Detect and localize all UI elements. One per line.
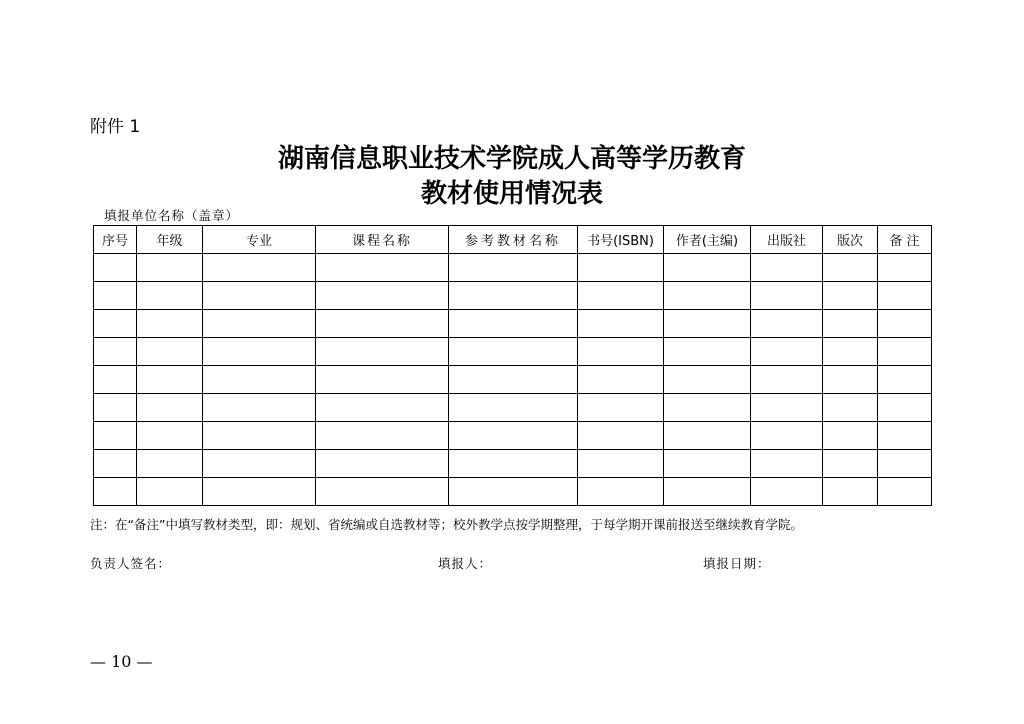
table-cell[interactable] <box>316 338 449 366</box>
table-cell[interactable] <box>449 254 578 282</box>
table-cell[interactable] <box>316 450 449 478</box>
table-cell[interactable] <box>823 422 878 450</box>
table-row <box>94 394 932 422</box>
table-cell[interactable] <box>137 310 203 338</box>
table-row <box>94 282 932 310</box>
table-body <box>94 254 932 506</box>
table-cell[interactable] <box>137 422 203 450</box>
table-cell[interactable] <box>137 394 203 422</box>
table-cell[interactable] <box>449 450 578 478</box>
table-cell[interactable] <box>578 254 664 282</box>
attachment-label: 附件 1 <box>90 117 141 137</box>
table-cell[interactable] <box>203 450 316 478</box>
table-cell[interactable] <box>578 310 664 338</box>
table-cell[interactable] <box>203 394 316 422</box>
header-textbook-name: 参考教材名称 <box>449 226 578 254</box>
header-author: 作者(主编) <box>664 226 751 254</box>
table-cell[interactable] <box>751 450 823 478</box>
table-cell[interactable] <box>823 310 878 338</box>
table-cell[interactable] <box>316 310 449 338</box>
table-cell[interactable] <box>751 478 823 506</box>
table-cell[interactable] <box>878 366 932 394</box>
header-publisher: 出版社 <box>751 226 823 254</box>
table-cell[interactable] <box>751 366 823 394</box>
table-cell[interactable] <box>664 422 751 450</box>
table-cell[interactable] <box>578 282 664 310</box>
table-cell[interactable] <box>878 310 932 338</box>
table-cell[interactable] <box>449 478 578 506</box>
document-title-line-1: 湖南信息职业技术学院成人高等学历教育 <box>277 144 746 174</box>
table-cell[interactable] <box>94 450 137 478</box>
table-cell[interactable] <box>203 366 316 394</box>
table-cell[interactable] <box>751 394 823 422</box>
fill-date-label: 填报日期： <box>703 556 771 571</box>
table-cell[interactable] <box>578 366 664 394</box>
table-cell[interactable] <box>137 450 203 478</box>
table-cell[interactable] <box>94 394 137 422</box>
table-cell[interactable] <box>823 254 878 282</box>
table-cell[interactable] <box>751 422 823 450</box>
textbook-usage-table <box>93 225 932 506</box>
table-cell[interactable] <box>664 478 751 506</box>
table-cell[interactable] <box>94 478 137 506</box>
table-cell[interactable] <box>137 254 203 282</box>
table-cell[interactable] <box>94 282 137 310</box>
table-cell[interactable] <box>751 282 823 310</box>
table-cell[interactable] <box>823 338 878 366</box>
table-cell[interactable] <box>578 338 664 366</box>
table-cell[interactable] <box>203 282 316 310</box>
reporting-unit-label: 填报单位名称（盖章） <box>104 208 240 223</box>
table-cell[interactable] <box>316 254 449 282</box>
table-cell[interactable] <box>823 450 878 478</box>
table-cell[interactable] <box>94 422 137 450</box>
table-cell[interactable] <box>664 450 751 478</box>
table-row <box>94 366 932 394</box>
table-cell[interactable] <box>449 422 578 450</box>
filler-label: 填报人： <box>438 556 493 571</box>
table-cell[interactable] <box>823 394 878 422</box>
table-cell[interactable] <box>878 422 932 450</box>
table-row <box>94 310 932 338</box>
table-cell[interactable] <box>578 394 664 422</box>
table-cell[interactable] <box>751 254 823 282</box>
table-cell[interactable] <box>664 282 751 310</box>
table-cell[interactable] <box>94 338 137 366</box>
header-major: 专业 <box>203 226 316 254</box>
table-cell[interactable] <box>878 282 932 310</box>
table-cell[interactable] <box>664 310 751 338</box>
table-cell[interactable] <box>137 366 203 394</box>
header-grade: 年级 <box>137 226 203 254</box>
table-cell[interactable] <box>316 422 449 450</box>
table-cell[interactable] <box>449 366 578 394</box>
table-cell[interactable] <box>878 254 932 282</box>
responsible-signature-label: 负责人签名： <box>90 556 172 571</box>
table-cell[interactable] <box>878 394 932 422</box>
table-cell[interactable] <box>823 282 878 310</box>
table-row <box>94 338 932 366</box>
table-cell[interactable] <box>751 338 823 366</box>
table-cell[interactable] <box>664 338 751 366</box>
table-cell[interactable] <box>823 366 878 394</box>
table-cell[interactable] <box>203 422 316 450</box>
table-cell[interactable] <box>137 478 203 506</box>
table-cell[interactable] <box>878 338 932 366</box>
table-cell[interactable] <box>823 478 878 506</box>
table-cell[interactable] <box>664 394 751 422</box>
table-cell[interactable] <box>449 394 578 422</box>
table-cell[interactable] <box>578 450 664 478</box>
table-row <box>94 254 932 282</box>
table-cell[interactable] <box>316 282 449 310</box>
table-header-row <box>94 226 932 254</box>
table-cell[interactable] <box>137 338 203 366</box>
table-cell[interactable] <box>316 366 449 394</box>
table-cell[interactable] <box>94 366 137 394</box>
header-remarks: 备 注 <box>878 226 932 254</box>
table-cell[interactable] <box>578 478 664 506</box>
table-cell[interactable] <box>316 394 449 422</box>
table-cell[interactable] <box>578 422 664 450</box>
table-cell[interactable] <box>203 478 316 506</box>
table-cell[interactable] <box>664 366 751 394</box>
table-cell[interactable] <box>316 478 449 506</box>
table-cell[interactable] <box>203 254 316 282</box>
table-cell[interactable] <box>878 450 932 478</box>
table-cell[interactable] <box>449 282 578 310</box>
table-cell[interactable] <box>751 310 823 338</box>
document-title-line-2: 教材使用情况表 <box>420 179 603 209</box>
table-row <box>94 422 932 450</box>
table-cell[interactable] <box>449 338 578 366</box>
header-course-name: 课程名称 <box>316 226 449 254</box>
table-cell[interactable] <box>94 310 137 338</box>
table-cell[interactable] <box>203 338 316 366</box>
table-cell[interactable] <box>137 282 203 310</box>
table-cell[interactable] <box>94 254 137 282</box>
table-cell[interactable] <box>203 310 316 338</box>
footnote: 注：在“备注”中填写教材类型，即：规划、省统编或自选教材等；校外教学点按学期整理，于每学期开课前报送至继续教育学院。 <box>90 517 803 532</box>
header-edition: 版次 <box>823 226 878 254</box>
table-cell[interactable] <box>664 254 751 282</box>
header-isbn: 书号(ISBN) <box>578 226 664 254</box>
header-index: 序号 <box>94 226 137 254</box>
table-cell[interactable] <box>449 310 578 338</box>
table-row <box>94 478 932 506</box>
table-cell[interactable] <box>878 478 932 506</box>
table-row <box>94 450 932 478</box>
page-number: — 10 — <box>90 652 153 671</box>
